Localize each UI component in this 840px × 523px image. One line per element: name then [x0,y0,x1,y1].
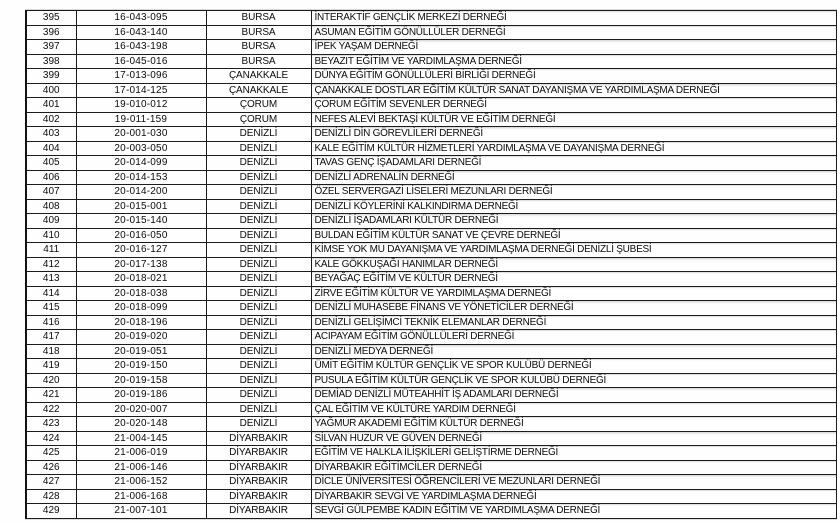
row-number-cell: 404 [26,141,76,156]
association-name-cell: DÜNYA EĞİTİM GÖNÜLLÜLERİ BİRLİĞİ DERNEĞİ [311,69,836,84]
row-number-cell: 400 [26,83,76,98]
table-row [26,228,836,243]
registration-code-cell: 20-018-196 [76,315,206,330]
registration-code-cell: 20-018-021 [76,272,206,287]
city-cell: DENİZLİ [206,214,311,229]
table-row [26,330,836,345]
row-number-cell: 420 [26,373,76,388]
city-cell: DENİZLİ [206,127,311,142]
city-cell: DENİZLİ [206,199,311,214]
association-name-cell: DENİZLİ MUHASEBE FİNANS VE YÖNETİCİLER DERNEĞİ [311,301,836,316]
table-row [26,446,836,461]
city-cell: DENİZLİ [206,170,311,185]
registration-code-cell: 21-004-145 [76,431,206,446]
registration-code-cell: 16-045-016 [76,54,206,69]
row-number-cell: 415 [26,301,76,316]
association-name-cell: ÜMİT EĞİTİM KÜLTÜR GENÇLİK VE SPOR KULÜBÜ DERNEĞİ [311,359,836,374]
association-name-cell: ÖZEL SERVERGAZİ LİSELERİ MEZUNLARI DERNEĞİ [311,185,836,200]
city-cell: ÇORUM [206,112,311,127]
registration-code-cell: 21-007-101 [76,504,206,519]
city-cell: ÇANAKKALE [206,69,311,84]
registration-code-cell: 20-018-038 [76,286,206,301]
association-name-cell: BEYAZIT EĞİTİM VE YARDIMLAŞMA DERNEĞİ [311,54,836,69]
table-row [26,98,836,113]
registration-code-cell: 20-019-150 [76,359,206,374]
city-cell: DENİZLİ [206,156,311,171]
table-row [26,257,836,272]
table-row [26,417,836,432]
city-cell: DENİZLİ [206,185,311,200]
row-number-cell: 406 [26,170,76,185]
registration-code-cell: 20-019-051 [76,344,206,359]
city-cell: DİYARBAKIR [206,431,311,446]
row-number-cell: 426 [26,460,76,475]
association-name-cell: TAVAS GENÇ İŞADAMLARI DERNEĞİ [311,156,836,171]
association-name-cell: ÇAL EĞİTİM VE KÜLTÜRE YARDIM DERNEĞİ [311,402,836,417]
table-row [26,141,836,156]
association-name-cell: DEMİAD DENİZLİ MÜTEAHHİT İŞ ADAMLARI DERNEĞİ [311,388,836,403]
city-cell: DENİZLİ [206,402,311,417]
row-number-cell: 407 [26,185,76,200]
city-cell: BURSA [206,25,311,40]
table-row [26,344,836,359]
row-number-cell: 422 [26,402,76,417]
table-row [26,54,836,69]
table-row [26,504,836,519]
row-number-cell: 417 [26,330,76,345]
row-number-cell: 405 [26,156,76,171]
table-row [26,112,836,127]
row-number-cell: 411 [26,243,76,258]
registration-code-cell: 20-014-153 [76,170,206,185]
table-row [26,373,836,388]
row-number-cell: 414 [26,286,76,301]
registration-code-cell: 20-015-001 [76,199,206,214]
city-cell: DENİZLİ [206,286,311,301]
row-number-cell: 395 [26,11,76,26]
association-name-cell: SEVGİ GÜLPEMBE KADIN EĞİTİM VE YARDIMLAŞMA DERNEĞİ [311,504,836,519]
table-row [26,25,836,40]
row-number-cell: 421 [26,388,76,403]
registration-code-cell: 16-043-140 [76,25,206,40]
registration-code-cell: 20-001-030 [76,127,206,142]
city-cell: DENİZLİ [206,272,311,287]
table-row [26,11,836,26]
registration-code-cell: 20-016-127 [76,243,206,258]
registration-code-cell: 20-019-020 [76,330,206,345]
association-name-cell: YAĞMUR AKADEMİ EĞİTİM KÜLTÜR DERNEĞİ [311,417,836,432]
association-name-cell: ACIPAYAM EĞİTİM GÖNÜLLÜLERİ DERNEĞİ [311,330,836,345]
registration-code-cell: 20-020-007 [76,402,206,417]
association-name-cell: DENİZLİ KÖYLERİNİ KALKINDIRMA DERNEĞİ [311,199,836,214]
association-name-cell: DENİZLİ İŞADAMLARI KÜLTÜR DERNEĞİ [311,214,836,229]
table-row [26,156,836,171]
associations-table [25,10,837,519]
row-number-cell: 403 [26,127,76,142]
row-number-cell: 408 [26,199,76,214]
row-number-cell: 424 [26,431,76,446]
row-number-cell: 419 [26,359,76,374]
city-cell: DENİZLİ [206,373,311,388]
city-cell: ÇANAKKALE [206,83,311,98]
table-row [26,185,836,200]
registration-code-cell: 20-015-140 [76,214,206,229]
association-name-cell: ASUMAN EĞİTİM GÖNÜLLÜLER DERNEĞİ [311,25,836,40]
registration-code-cell: 20-017-138 [76,257,206,272]
city-cell: DENİZLİ [206,301,311,316]
association-name-cell: İNTERAKTİF GENÇLİK MERKEZİ DERNEĞİ [311,11,836,26]
association-name-cell: BEYAĞAÇ EĞİTİM VE KÜLTÜR DERNEĞİ [311,272,836,287]
table-row [26,286,836,301]
association-name-cell: DENİZLİ GELİŞİMCİ TEKNİK ELEMANLAR DERNEĞİ [311,315,836,330]
registration-code-cell: 17-013-096 [76,69,206,84]
table-row [26,69,836,84]
registration-code-cell: 20-014-200 [76,185,206,200]
city-cell: DENİZLİ [206,330,311,345]
row-number-cell: 413 [26,272,76,287]
row-number-cell: 423 [26,417,76,432]
registration-code-cell: 20-019-158 [76,373,206,388]
city-cell: DİYARBAKIR [206,504,311,519]
city-cell: DİYARBAKIR [206,446,311,461]
registration-code-cell: 21-006-019 [76,446,206,461]
table-row [26,489,836,504]
city-cell: ÇORUM [206,98,311,113]
association-name-cell: DENİZLİ DİN GÖREVLİLERİ DERNEĞİ [311,127,836,142]
association-name-cell: KALE EĞİTİM KÜLTÜR HİZMETLERİ YARDIMLAŞMA VE DAYANIŞMA DERNEĞİ [311,141,836,156]
city-cell: BURSA [206,40,311,55]
city-cell: BURSA [206,11,311,26]
row-number-cell: 418 [26,344,76,359]
association-name-cell: KİMSE YOK MU DAYANIŞMA VE YARDIMLAŞMA DERNEĞİ DENİZLİ ŞUBESİ [311,243,836,258]
table-row [26,460,836,475]
row-number-cell: 402 [26,112,76,127]
row-number-cell: 427 [26,475,76,490]
table-row [26,127,836,142]
table-row [26,475,836,490]
city-cell: DENİZLİ [206,344,311,359]
registration-code-cell: 20-016-050 [76,228,206,243]
table-row [26,170,836,185]
row-number-cell: 428 [26,489,76,504]
city-cell: DİYARBAKIR [206,489,311,504]
association-name-cell: KALE GÖKKUŞAĞI HANIMLAR DERNEĞİ [311,257,836,272]
registration-code-cell: 17-014-125 [76,83,206,98]
registration-code-cell: 20-003-050 [76,141,206,156]
registration-code-cell: 16-043-198 [76,40,206,55]
association-name-cell: DENİZLİ MEDYA DERNEĞİ [311,344,836,359]
city-cell: DENİZLİ [206,141,311,156]
association-name-cell: DİCLE ÜNİVERSİTESİ ÖĞRENCİLERİ VE MEZUNLARI DERNEĞİ [311,475,836,490]
row-number-cell: 409 [26,214,76,229]
association-name-cell: NEFES ALEVİ BEKTAŞİ KÜLTÜR VE EĞİTİM DERNEĞİ [311,112,836,127]
table-row [26,83,836,98]
city-cell: DİYARBAKIR [206,475,311,490]
table-row [26,301,836,316]
registration-code-cell: 19-010-012 [76,98,206,113]
table-row [26,359,836,374]
table-row [26,315,836,330]
registration-code-cell: 16-043-095 [76,11,206,26]
city-cell: DENİZLİ [206,388,311,403]
row-number-cell: 396 [26,25,76,40]
row-number-cell: 429 [26,504,76,519]
row-number-cell: 410 [26,228,76,243]
row-number-cell: 397 [26,40,76,55]
association-name-cell: ÇORUM EĞİTİM SEVENLER DERNEĞİ [311,98,836,113]
city-cell: DENİZLİ [206,257,311,272]
city-cell: BURSA [206,54,311,69]
table-row [26,272,836,287]
table-row [26,431,836,446]
association-name-cell: ÇANAKKALE DOSTLAR EĞİTİM KÜLTÜR SANAT DAYANIŞMA VE YARDIMLAŞMA DERNEĞİ [311,83,836,98]
association-name-cell: SİLVAN HUZUR VE GÜVEN DERNEĞİ [311,431,836,446]
registration-code-cell: 20-020-148 [76,417,206,432]
row-number-cell: 425 [26,446,76,461]
row-number-cell: 398 [26,54,76,69]
city-cell: DENİZLİ [206,417,311,432]
table-row [26,40,836,55]
city-cell: DENİZLİ [206,243,311,258]
registration-code-cell: 19-011-159 [76,112,206,127]
registration-code-cell: 20-019-186 [76,388,206,403]
registration-code-cell: 20-014-099 [76,156,206,171]
row-number-cell: 416 [26,315,76,330]
table-row [26,243,836,258]
registration-code-cell: 20-018-099 [76,301,206,316]
association-name-cell: BULDAN EĞİTİM KÜLTÜR SANAT VE ÇEVRE DERNEĞİ [311,228,836,243]
row-number-cell: 401 [26,98,76,113]
association-name-cell: DİYARBAKIR EĞİTİMCİLER DERNEĞİ [311,460,836,475]
city-cell: DENİZLİ [206,228,311,243]
table-row [26,388,836,403]
city-cell: DENİZLİ [206,359,311,374]
registration-code-cell: 21-006-146 [76,460,206,475]
association-name-cell: DİYARBAKIR SEVGİ VE YARDIMLAŞMA DERNEĞİ [311,489,836,504]
table-row [26,402,836,417]
association-name-cell: PUSULA EĞİTİM KÜLTÜR GENÇLİK VE SPOR KULÜBÜ DERNEĞİ [311,373,836,388]
city-cell: DENİZLİ [206,315,311,330]
city-cell: DİYARBAKIR [206,460,311,475]
table-row [26,199,836,214]
association-name-cell: ZİRVE EĞİTİM KÜLTÜR VE YARDIMLAŞMA DERNEĞİ [311,286,836,301]
association-name-cell: EĞİTİM VE HALKLA İLİŞKİLERİ GELİŞTİRME DERNEĞİ [311,446,836,461]
associations-table-body [26,11,836,519]
registration-code-cell: 21-006-168 [76,489,206,504]
association-name-cell: DENİZLİ ADRENALİN DERNEĞİ [311,170,836,185]
registration-code-cell: 21-006-152 [76,475,206,490]
row-number-cell: 412 [26,257,76,272]
table-row [26,214,836,229]
association-name-cell: İPEK YAŞAM DERNEĞİ [311,40,836,55]
row-number-cell: 399 [26,69,76,84]
